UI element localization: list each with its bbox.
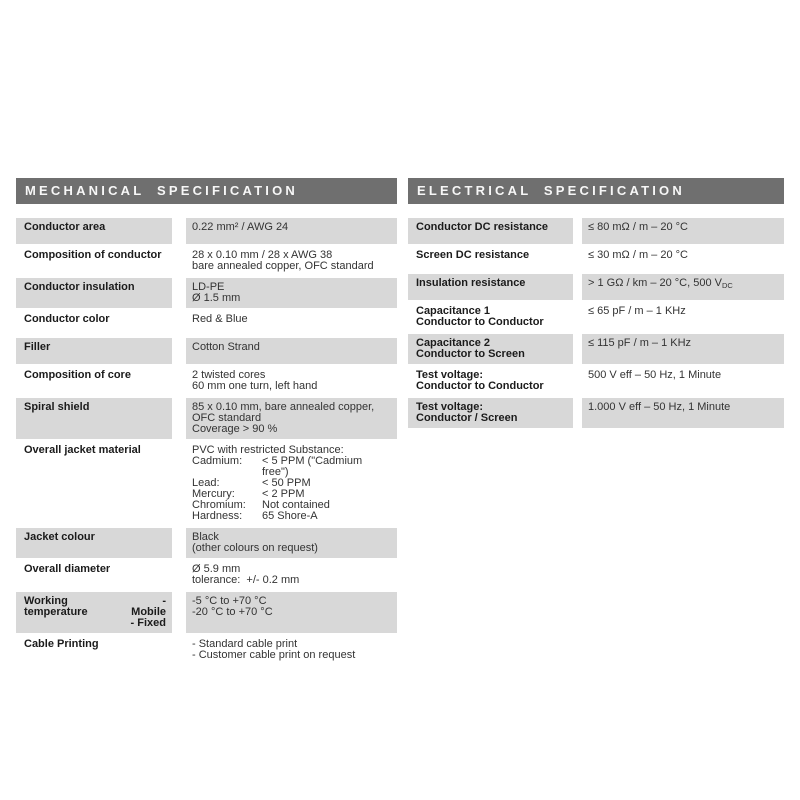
spec-value-line: 85 x 0.10 mm, bare annealed copper, bbox=[192, 401, 375, 413]
spec-label-text: Working temperature bbox=[24, 595, 88, 618]
spec-value-line: 2 twisted cores bbox=[192, 369, 266, 381]
spec-value bbox=[582, 274, 784, 300]
spec-label: Composition of core bbox=[24, 369, 131, 381]
spec-label-line: Conductor to Screen bbox=[416, 348, 525, 360]
spec-label bbox=[408, 334, 573, 364]
row-insulation-resistance bbox=[408, 274, 784, 300]
spec-value-text: ≤ 30 mΩ / m – 20 °C bbox=[588, 249, 688, 261]
spec-value-line bbox=[588, 250, 778, 261]
spec-label-sublabels bbox=[127, 596, 166, 629]
spec-subvalue-val: Not contained bbox=[262, 499, 330, 511]
spec-value-line: Coverage > 90 % bbox=[192, 423, 278, 435]
spec-value-line bbox=[588, 278, 778, 289]
spec-value bbox=[582, 218, 784, 244]
spec-value bbox=[186, 246, 397, 276]
spec-value-text: ≤ 80 mΩ / m – 20 °C bbox=[588, 221, 688, 233]
row-working-temperature bbox=[16, 592, 397, 633]
spec-value bbox=[186, 338, 397, 364]
spec-value bbox=[186, 218, 397, 244]
electrical-spec-table bbox=[408, 178, 784, 430]
spec-label-line: Conductor / Screen bbox=[416, 412, 518, 424]
spec-subvalue-key: Hardness: bbox=[192, 510, 243, 522]
spec-label: Spiral shield bbox=[16, 398, 172, 439]
spec-value-line: PVC with restricted Substance: bbox=[192, 444, 344, 456]
spec-value bbox=[186, 398, 397, 439]
row-test-voltage-conductor-to-conductor bbox=[408, 366, 784, 396]
spec-label-sub: - Fixed bbox=[130, 617, 166, 629]
spec-subvalue-val: < 50 PPM bbox=[262, 477, 311, 489]
spec-label-line: Conductor DC resistance bbox=[416, 221, 549, 233]
spec-label bbox=[408, 218, 573, 244]
spec-value-line: 0.22 mm² / AWG 24 bbox=[192, 221, 289, 233]
spec-value bbox=[186, 592, 397, 633]
spec-label bbox=[408, 274, 573, 300]
spec-label-line: Test voltage: bbox=[416, 401, 484, 413]
spec-subvalue-key: Mercury: bbox=[192, 488, 235, 500]
spec-subvalue-key: Cadmium: bbox=[192, 455, 243, 467]
spec-value-line: Cotton Strand bbox=[192, 341, 260, 353]
spec-subvalue-val: 65 Shore-A bbox=[262, 510, 318, 522]
spec-label-sub: - Mobile bbox=[131, 595, 166, 618]
row-conductor-dc-resistance bbox=[408, 218, 784, 244]
spec-value bbox=[186, 278, 397, 308]
spec-label bbox=[408, 246, 573, 272]
spec-label-line: Conductor to Conductor bbox=[416, 316, 544, 328]
spec-label: Conductor color bbox=[24, 313, 110, 325]
spec-label: Conductor insulation bbox=[16, 278, 172, 308]
row-screen-dc-resistance bbox=[408, 246, 784, 272]
row-filler bbox=[16, 338, 397, 364]
spec-value-subscript: DC bbox=[722, 281, 733, 290]
spec-label: Filler bbox=[16, 338, 172, 364]
spec-value-line: Black bbox=[192, 531, 219, 543]
spec-label: Cable Printing bbox=[24, 638, 99, 650]
spec-label: Overall jacket material bbox=[24, 444, 141, 456]
spec-value-line: bare annealed copper, OFC standard bbox=[192, 260, 374, 272]
spec-value bbox=[186, 310, 397, 336]
spec-value bbox=[582, 302, 784, 332]
spec-label-line: Screen DC resistance bbox=[416, 249, 530, 261]
spec-subvalue-val: < 5 PPM ("Cadmium free") bbox=[262, 455, 366, 478]
spec-value bbox=[186, 635, 397, 665]
spec-subvalue-row bbox=[192, 511, 391, 522]
row-capacitance-1 bbox=[408, 302, 784, 332]
row-composition-of-conductor bbox=[16, 246, 397, 276]
row-test-voltage-conductor-screen bbox=[408, 398, 784, 428]
spec-value-line bbox=[588, 306, 778, 317]
spec-value-line: - Customer cable print on request bbox=[192, 649, 356, 661]
spec-value-line: Ø 5.9 mm bbox=[192, 563, 241, 575]
mechanical-spec-header: MECHANICAL SPECIFICATION bbox=[16, 178, 397, 204]
mechanical-spec-table bbox=[16, 178, 397, 667]
row-conductor-color bbox=[16, 310, 397, 336]
spec-label: Composition of conductor bbox=[24, 249, 162, 261]
spec-subvalue-key: Lead: bbox=[192, 477, 220, 489]
spec-value bbox=[582, 398, 784, 428]
spec-label: Jacket colour bbox=[16, 528, 172, 558]
spec-label-line: Capacitance 2 bbox=[416, 337, 490, 349]
spec-label: Conductor area bbox=[16, 218, 172, 244]
spec-value bbox=[582, 334, 784, 364]
spec-value-line: -20 °C to +70 °C bbox=[192, 606, 273, 618]
spec-value-line: (other colours on request) bbox=[192, 542, 318, 554]
spec-label bbox=[408, 398, 573, 428]
spec-value bbox=[186, 560, 397, 590]
spec-label-line: Capacitance 1 bbox=[416, 305, 490, 317]
row-capacitance-2 bbox=[408, 334, 784, 364]
row-overall-diameter bbox=[16, 560, 397, 590]
spec-value-line: tolerance: +/- 0.2 mm bbox=[192, 574, 300, 586]
spec-value bbox=[582, 246, 784, 272]
row-conductor-area bbox=[16, 218, 397, 244]
spec-label-line: Test voltage: bbox=[416, 369, 484, 381]
spec-value bbox=[186, 528, 397, 558]
spec-value-text: ≤ 65 pF / m – 1 KHz bbox=[588, 305, 686, 317]
spec-value-line: OFC standard bbox=[192, 412, 262, 424]
spec-value-text: ≤ 115 pF / m – 1 KHz bbox=[588, 337, 692, 349]
spec-columns bbox=[16, 178, 784, 667]
spec-value-line: Red & Blue bbox=[192, 313, 248, 325]
row-overall-jacket-material bbox=[16, 441, 397, 526]
spec-value-text: > 1 GΩ / km – 20 °C, 500 V bbox=[588, 277, 722, 289]
spec-value-line: Ø 1.5 mm bbox=[192, 292, 241, 304]
spec-subvalue-val: < 2 PPM bbox=[262, 488, 305, 500]
spec-value-line: -5 °C to +70 °C bbox=[192, 595, 267, 607]
spec-value bbox=[186, 366, 397, 396]
row-conductor-insulation bbox=[16, 278, 397, 308]
spec-subvalue-key: Chromium: bbox=[192, 499, 246, 511]
row-spiral-shield bbox=[16, 398, 397, 439]
spec-value bbox=[186, 441, 397, 526]
spec-label: Overall diameter bbox=[24, 563, 111, 575]
spec-value-line: LD-PE bbox=[192, 281, 225, 293]
spec-value-text: 1.000 V eff – 50 Hz, 1 Minute bbox=[588, 401, 731, 413]
spec-label bbox=[408, 366, 573, 396]
spec-label bbox=[16, 592, 172, 633]
spec-value-line: 60 mm one turn, left hand bbox=[192, 380, 318, 392]
spec-label bbox=[408, 302, 573, 332]
spec-label-line: Insulation resistance bbox=[416, 277, 526, 289]
spec-value-line: 28 x 0.10 mm / 28 x AWG 38 bbox=[192, 249, 333, 261]
spec-label-line: Conductor to Conductor bbox=[416, 380, 544, 392]
spec-value-text: 500 V eff – 50 Hz, 1 Minute bbox=[588, 369, 722, 381]
spec-subvalue-row bbox=[192, 456, 391, 478]
electrical-spec-header: ELECTRICAL SPECIFICATION bbox=[408, 178, 784, 204]
spec-value-line bbox=[588, 370, 778, 381]
row-jacket-colour bbox=[16, 528, 397, 558]
spec-value-line bbox=[588, 402, 778, 413]
spec-value-line: - Standard cable print bbox=[192, 638, 298, 650]
spec-value-line bbox=[588, 338, 778, 349]
row-composition-of-core bbox=[16, 366, 397, 396]
spec-value bbox=[582, 366, 784, 396]
row-cable-printing bbox=[16, 635, 397, 665]
spec-value-line bbox=[588, 222, 778, 233]
